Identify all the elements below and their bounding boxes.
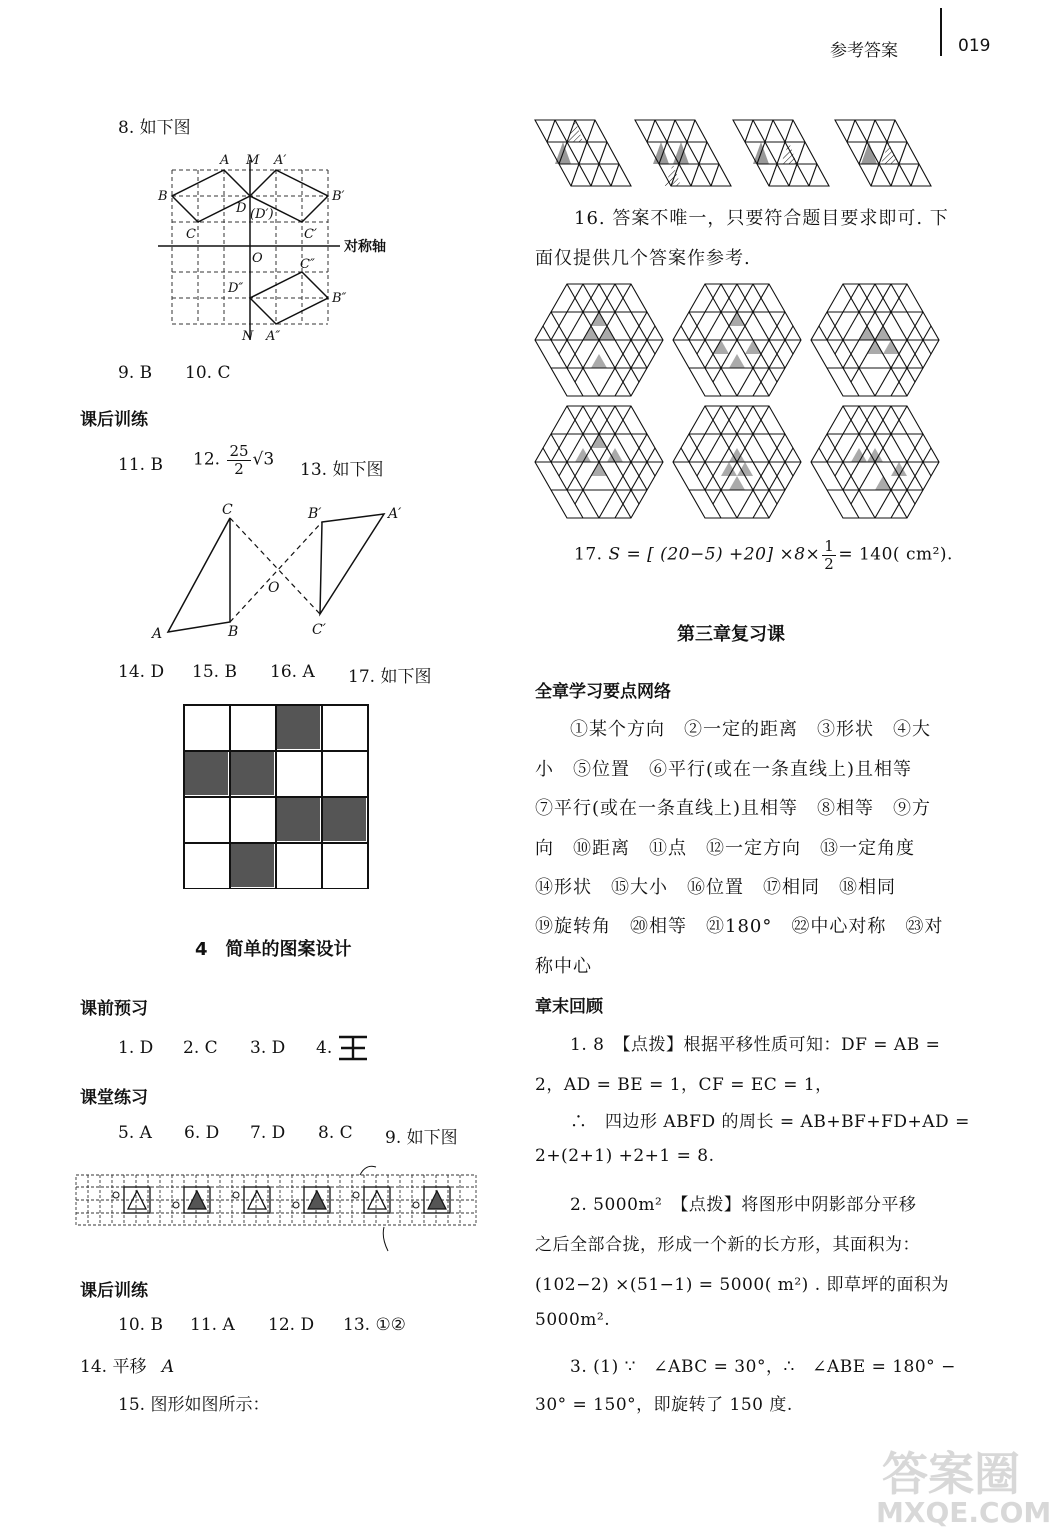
after-q14 xyxy=(80,1352,174,1377)
q17-prefix: 17. xyxy=(574,544,603,565)
after-q14-prefix: 14. 平移 xyxy=(80,1357,147,1377)
after-q14-var: A xyxy=(161,1357,175,1377)
q9-answer: 9. B xyxy=(118,363,153,383)
q10-answer: 10. C xyxy=(185,363,231,383)
hex-4 xyxy=(535,406,663,518)
hex-1 xyxy=(535,284,663,396)
fig8-label: C′ xyxy=(304,227,317,242)
class-q7: 7. D xyxy=(250,1123,286,1143)
fig8-label: D xyxy=(236,201,247,216)
fig8-label: B″ xyxy=(332,291,347,306)
network-line: ⑦平行(或在一条直线上)且相等 ⑧相等 ⑨方 xyxy=(535,798,932,819)
pre-q2: 2. C xyxy=(183,1038,218,1058)
fig13-label: A′ xyxy=(388,506,402,522)
after-q12: 12. D xyxy=(268,1315,315,1335)
fig8-label: O xyxy=(252,251,263,266)
pre-q3: 3. D xyxy=(250,1038,286,1058)
q11-answer: 11. B xyxy=(118,455,163,475)
q17-formula xyxy=(574,538,953,572)
fig8-label: (D′) xyxy=(250,207,274,222)
pgram-1 xyxy=(535,120,631,186)
review-line: 3. (1) ∵ ∠ABC = 30°，∴ ∠ABE = 180° − xyxy=(570,1357,956,1377)
fig13-label: B′ xyxy=(308,506,322,522)
q8-answer: 8. 如下图 xyxy=(118,118,191,138)
review-line: (102−2) ×(51−1) = 5000( m²) . 即草坪的面积为 xyxy=(535,1275,950,1295)
section-preview: 课前预习 xyxy=(80,999,148,1019)
fig13-label: C xyxy=(222,502,233,518)
review-line: 1. 8 【点拨】根据平移性质可知：DF = AB = xyxy=(570,1035,941,1055)
fig8-label: A″ xyxy=(266,329,281,344)
fig13-label: B xyxy=(228,624,239,640)
q17-fraction: $\frac{1}{2}$ xyxy=(824,537,835,573)
network-line: ⑭形状 ⑮大小 ⑯位置 ⑰相同 ⑱相同 xyxy=(535,877,896,898)
network-line: ⑲旋转角 ⑳相等 ㉑180° ㉒中心对称 ㉓对 xyxy=(535,916,944,937)
fig8-label: B′ xyxy=(332,189,345,204)
after-q11: 11. A xyxy=(190,1315,235,1335)
q12-prefix: 12. xyxy=(193,449,221,470)
class-q6: 6. D xyxy=(184,1123,220,1143)
network-line: 小 ⑤位置 ⑥平行(或在一条直线上)且相等 xyxy=(535,759,913,780)
sub-knowledge-network: 全章学习要点网络 xyxy=(535,682,671,702)
figure-15-parallelograms xyxy=(533,114,948,194)
q12-fraction: $\frac{25}{2}$ xyxy=(229,442,249,478)
q13-answer: 13. 如下图 xyxy=(300,460,384,480)
pre-q1: 1. D xyxy=(118,1038,154,1058)
q17-answer: 17. 如下图 xyxy=(348,667,432,687)
section-after-class-1: 课后训练 xyxy=(80,410,148,430)
section-after-class-2: 课后训练 xyxy=(80,1281,148,1301)
fig8-label: A xyxy=(220,153,230,168)
network-line: 称中心 xyxy=(535,956,592,977)
figure-8-grid xyxy=(150,148,410,348)
q16-answer: 16. A xyxy=(270,662,315,682)
review-line: 之后全部合拢，形成一个新的长方形，其面积为： xyxy=(535,1235,920,1255)
pre-q4: 4. xyxy=(316,1038,333,1058)
hex-3 xyxy=(811,284,939,396)
section-4-title: 4 简单的图案设计 xyxy=(195,939,352,960)
review-line: 30° = 150°，即旋转了 150 度. xyxy=(535,1395,793,1415)
fig8-label: D″ xyxy=(228,281,244,296)
fig8-label: C″ xyxy=(300,257,315,272)
figure-16-hexagons xyxy=(533,278,948,524)
pgram-4 xyxy=(835,120,931,186)
sub-chapter-review: 章末回顾 xyxy=(535,997,603,1017)
fig8-axis-label: 对称轴 xyxy=(344,239,386,255)
q17-expr2: = 140( cm²). xyxy=(838,544,953,565)
class-q9: 9. 如下图 xyxy=(385,1128,458,1148)
review-line: 2+(2+1) +2+1 = 8. xyxy=(535,1146,715,1166)
fig8-label: M xyxy=(246,153,260,168)
class-q8: 8. C xyxy=(318,1123,353,1143)
watermark-url: MXQE.COM xyxy=(876,1496,1051,1529)
figure-17-grid xyxy=(182,703,372,889)
section-classwork: 课堂练习 xyxy=(80,1088,148,1108)
fig8-label: N xyxy=(242,329,254,344)
q17-expr1: S = [ (20−5) +20] ×8× xyxy=(608,544,821,565)
hex-6 xyxy=(811,406,939,518)
hex-2 xyxy=(673,284,801,396)
after-q13: 13. ①② xyxy=(343,1315,406,1335)
review-line: 2，AD = BE = 1，CF = EC = 1， xyxy=(535,1075,833,1095)
fig8-label: A′ xyxy=(274,153,287,168)
network-line: ①某个方向 ②一定的距离 ③形状 ④大 xyxy=(570,719,931,740)
q15-answer: 15. B xyxy=(192,662,237,682)
fig13-label: O xyxy=(268,580,280,596)
fig8-label: B xyxy=(158,189,168,204)
fig8-label: C xyxy=(186,227,196,242)
fig13-label: A xyxy=(152,626,163,642)
class-q5: 5. A xyxy=(118,1123,152,1143)
page-number: 019 xyxy=(958,36,991,56)
header-divider xyxy=(940,8,942,56)
section-title: 参考答案 xyxy=(830,41,898,61)
watermark-logo: 答案圈 xyxy=(882,1447,1020,1501)
review-line: 2. 5000m² 【点拨】将图形中阴影部分平移 xyxy=(570,1195,917,1215)
figure-13-triangles xyxy=(150,500,410,650)
pgram-2 xyxy=(635,120,731,186)
after-q15: 15. 图形如图所示： xyxy=(118,1395,270,1415)
chapter-3-review-title: 第三章复习课 xyxy=(677,624,785,645)
after-q10: 10. B xyxy=(118,1315,163,1335)
fig13-label: C′ xyxy=(312,622,326,638)
review-line: ∴ 四边形 ABFD 的周长 = AB+BF+FD+AD = xyxy=(570,1112,970,1132)
q12-answer xyxy=(193,443,274,477)
network-line: 向 ⑩距离 ⑪点 ⑫一定方向 ⑬一定角度 xyxy=(535,838,915,859)
q12-radical: √3 xyxy=(252,449,275,470)
pgram-3 xyxy=(733,120,829,186)
q16-line2: 面仅提供几个答案作参考. xyxy=(535,248,751,269)
review-line: 5000m². xyxy=(535,1310,611,1330)
q16-line1: 16. 答案不唯一，只要符合题目要求即可. 下 xyxy=(574,208,949,229)
q14-answer: 14. D xyxy=(118,662,165,682)
hex-5 xyxy=(673,406,801,518)
mirror-e-symbol xyxy=(336,1034,370,1062)
figure-9-strip xyxy=(74,1163,480,1255)
